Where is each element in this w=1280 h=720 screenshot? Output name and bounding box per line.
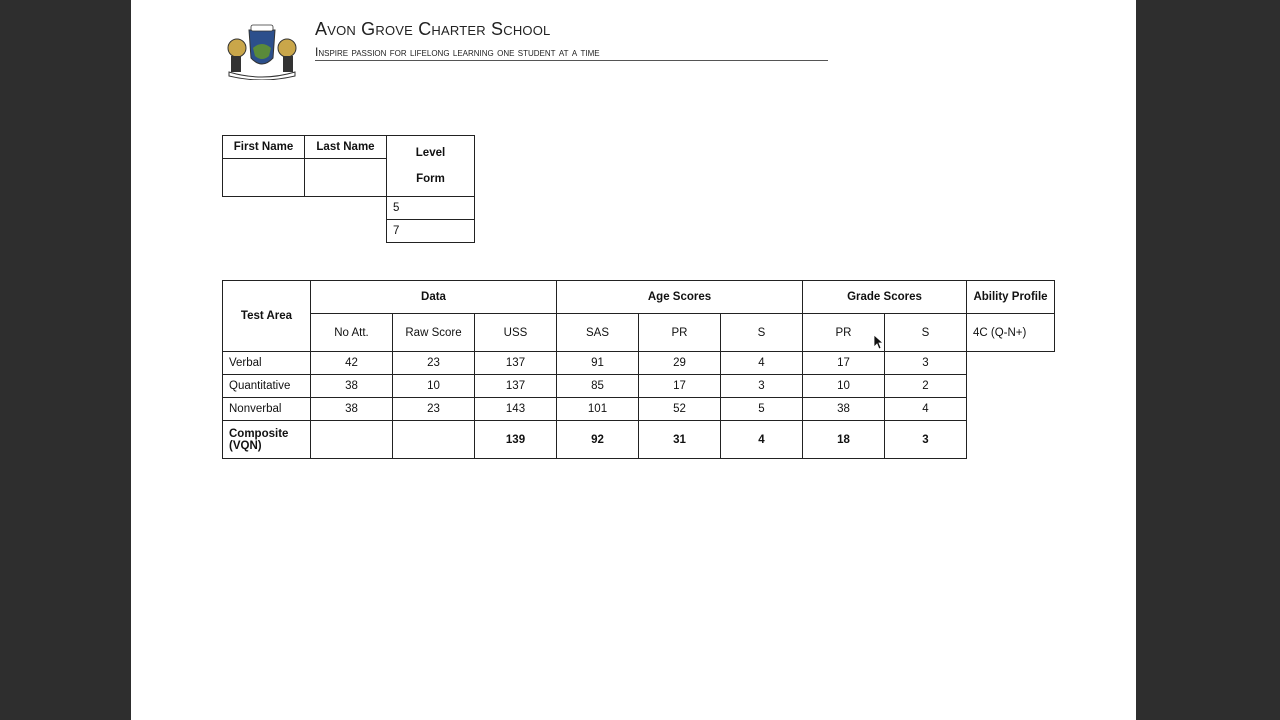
table-row — [223, 352, 1055, 375]
cell: 38 — [311, 398, 393, 421]
table-row — [223, 375, 1055, 398]
cell: 4 — [721, 352, 803, 375]
cell: 92 — [557, 421, 639, 459]
cell: 101 — [557, 398, 639, 421]
cell: 38 — [803, 398, 885, 421]
cell — [393, 421, 475, 459]
cell: 23 — [393, 398, 475, 421]
cell: 2 — [885, 375, 967, 398]
composite-area: Composite (VQN) — [223, 421, 311, 459]
cell: 38 — [311, 375, 393, 398]
subheader-grade-s: S — [885, 314, 967, 352]
cell: 137 — [475, 375, 557, 398]
first-name-header: First Name — [223, 136, 305, 159]
level-form-header — [387, 136, 475, 197]
cell: 52 — [639, 398, 721, 421]
cell: 143 — [475, 398, 557, 421]
cell: 18 — [803, 421, 885, 459]
first-name-value — [223, 159, 305, 197]
cell: 17 — [639, 375, 721, 398]
ability-profile-value: 4C (Q-N+) — [967, 314, 1055, 352]
subheader-uss: USS — [475, 314, 557, 352]
document-page — [131, 0, 1136, 720]
cell: 3 — [885, 421, 967, 459]
school-crest-logo — [223, 22, 301, 80]
cell: 10 — [803, 375, 885, 398]
row-area: Verbal — [223, 352, 311, 375]
last-name-header: Last Name — [305, 136, 387, 159]
composite-row — [223, 421, 1055, 459]
cell — [311, 421, 393, 459]
test-area-header: Test Area — [223, 281, 311, 352]
subheader-sas: SAS — [557, 314, 639, 352]
data-header: Data — [311, 281, 557, 314]
cell: 139 — [475, 421, 557, 459]
cell: 23 — [393, 352, 475, 375]
scores-table — [222, 280, 1055, 459]
cell: 5 — [721, 398, 803, 421]
subheader-raw-score: Raw Score — [393, 314, 475, 352]
cell: 17 — [803, 352, 885, 375]
cell: 29 — [639, 352, 721, 375]
subheader-no-att: No Att. — [311, 314, 393, 352]
age-scores-header: Age Scores — [557, 281, 803, 314]
subheader-age-s: S — [721, 314, 803, 352]
cell: 3 — [885, 352, 967, 375]
cell: 4 — [885, 398, 967, 421]
subheader-grade-pr: PR — [803, 314, 885, 352]
grade-scores-header: Grade Scores — [803, 281, 967, 314]
cell: 4 — [721, 421, 803, 459]
mouse-cursor-icon — [873, 334, 885, 350]
cell: 10 — [393, 375, 475, 398]
cell: 3 — [721, 375, 803, 398]
cell: 42 — [311, 352, 393, 375]
table-row — [223, 398, 1055, 421]
cell: 91 — [557, 352, 639, 375]
row-area: Quantitative — [223, 375, 311, 398]
school-motto: Inspire passion for lifelong learning one student at a time — [315, 45, 828, 61]
level-value: 5 — [387, 197, 475, 220]
student-info-table — [222, 135, 475, 243]
cell: 31 — [639, 421, 721, 459]
form-value: 7 — [387, 220, 475, 243]
level-label: Level — [415, 147, 446, 159]
ability-profile-header: Ability Profile — [967, 281, 1055, 314]
row-area: Nonverbal — [223, 398, 311, 421]
cell: 85 — [557, 375, 639, 398]
last-name-value — [305, 159, 387, 197]
cell: 137 — [475, 352, 557, 375]
form-label: Form — [416, 173, 445, 185]
subheader-age-pr: PR — [639, 314, 721, 352]
school-name: Avon Grove Charter School — [315, 19, 551, 39]
